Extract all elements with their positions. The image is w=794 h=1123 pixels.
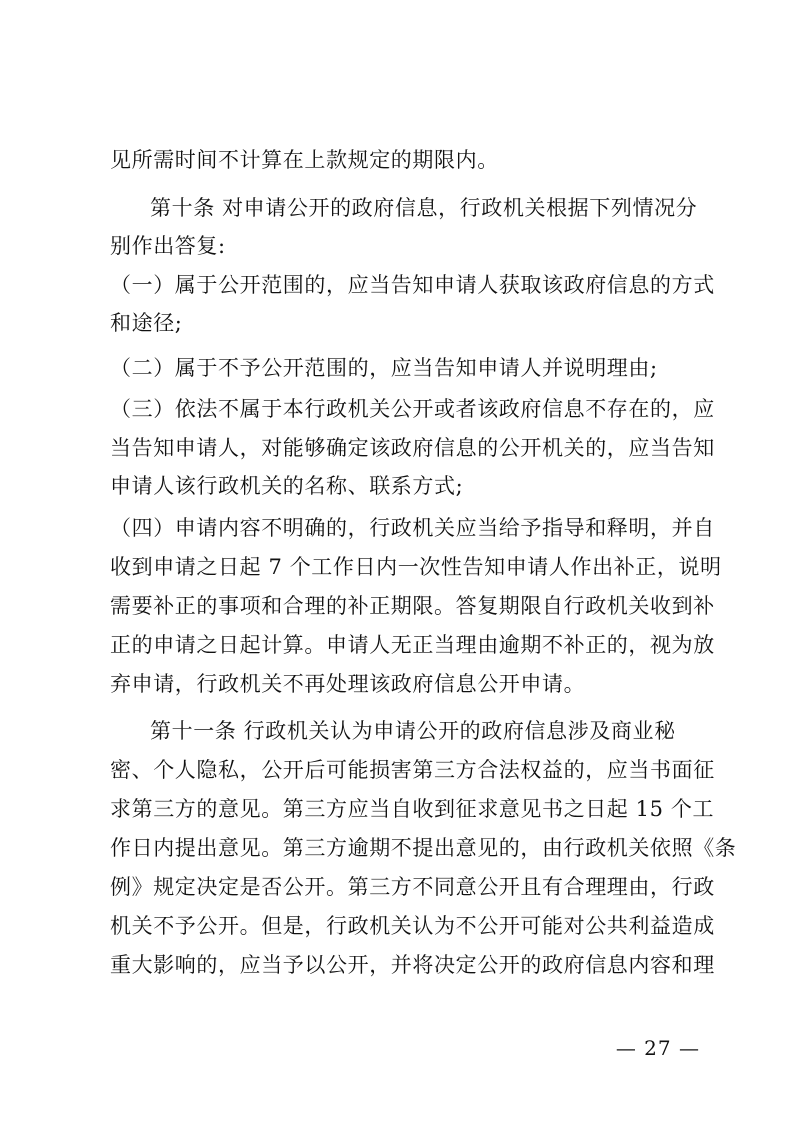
item-1-line-2: 和途径;: [110, 311, 183, 335]
item-3-line-1: （三）依法不属于本行政机关公开或者该政府信息不存在的，应: [110, 397, 715, 421]
text-line-3: 别作出答复:: [110, 234, 226, 258]
item-4-line-5: 弃申请，行政机关不再处理该政府信息公开申请。: [110, 672, 586, 696]
text-line-1: 见所需时间不计算在上款规定的期限内。: [110, 148, 499, 172]
page-number: — 27 —: [615, 1036, 700, 1060]
item-3-line-3: 申请人该行政机关的名称、联系方式;: [110, 474, 464, 498]
article-11-line-6: 机关不予公开。但是，行政机关认为不公开可能对公共利益造成: [110, 914, 715, 938]
article-11-line-7: 重大影响的，应当予以公开，并将决定公开的政府信息内容和理: [110, 953, 715, 977]
article-11-heading-line: 第十一条 行政机关认为申请公开的政府信息涉及商业秘: [150, 719, 676, 743]
article-11-line-4: 作日内提出意见。第三方逾期不提出意见的，由行政机关依照《条: [110, 836, 737, 860]
item-3-line-2: 当告知申请人，对能够确定该政府信息的公开机关的，应当告知: [110, 436, 715, 460]
item-2-line: （二）属于不予公开范围的，应当告知申请人并说明理由;: [110, 356, 658, 380]
article-11-line-5: 例》规定决定是否公开。第三方不同意公开且有合理理由，行政: [110, 875, 715, 899]
item-1-line-1: （一）属于公开范围的，应当告知申请人获取该政府信息的方式: [110, 273, 715, 297]
article-10-heading-line: 第十条 对申请公开的政府信息，行政机关根据下列情况分: [150, 196, 698, 220]
article-11-line-2: 密、个人隐私，公开后可能损害第三方合法权益的，应当书面征: [110, 758, 715, 782]
item-4-line-3: 需要补正的事项和合理的补正期限。答复期限自行政机关收到补: [110, 594, 715, 618]
item-4-line-4: 正的申请之日起计算。申请人无正当理由逾期不补正的，视为放: [110, 633, 715, 657]
item-4-line-1: （四）申请内容不明确的，行政机关应当给予指导和释明，并自: [110, 516, 715, 540]
article-11-line-3: 求第三方的意见。第三方应当自收到征求意见书之日起 15 个工: [110, 797, 715, 821]
item-4-line-2: 收到申请之日起 7 个工作日内一次性告知申请人作出补正，说明: [110, 555, 722, 579]
